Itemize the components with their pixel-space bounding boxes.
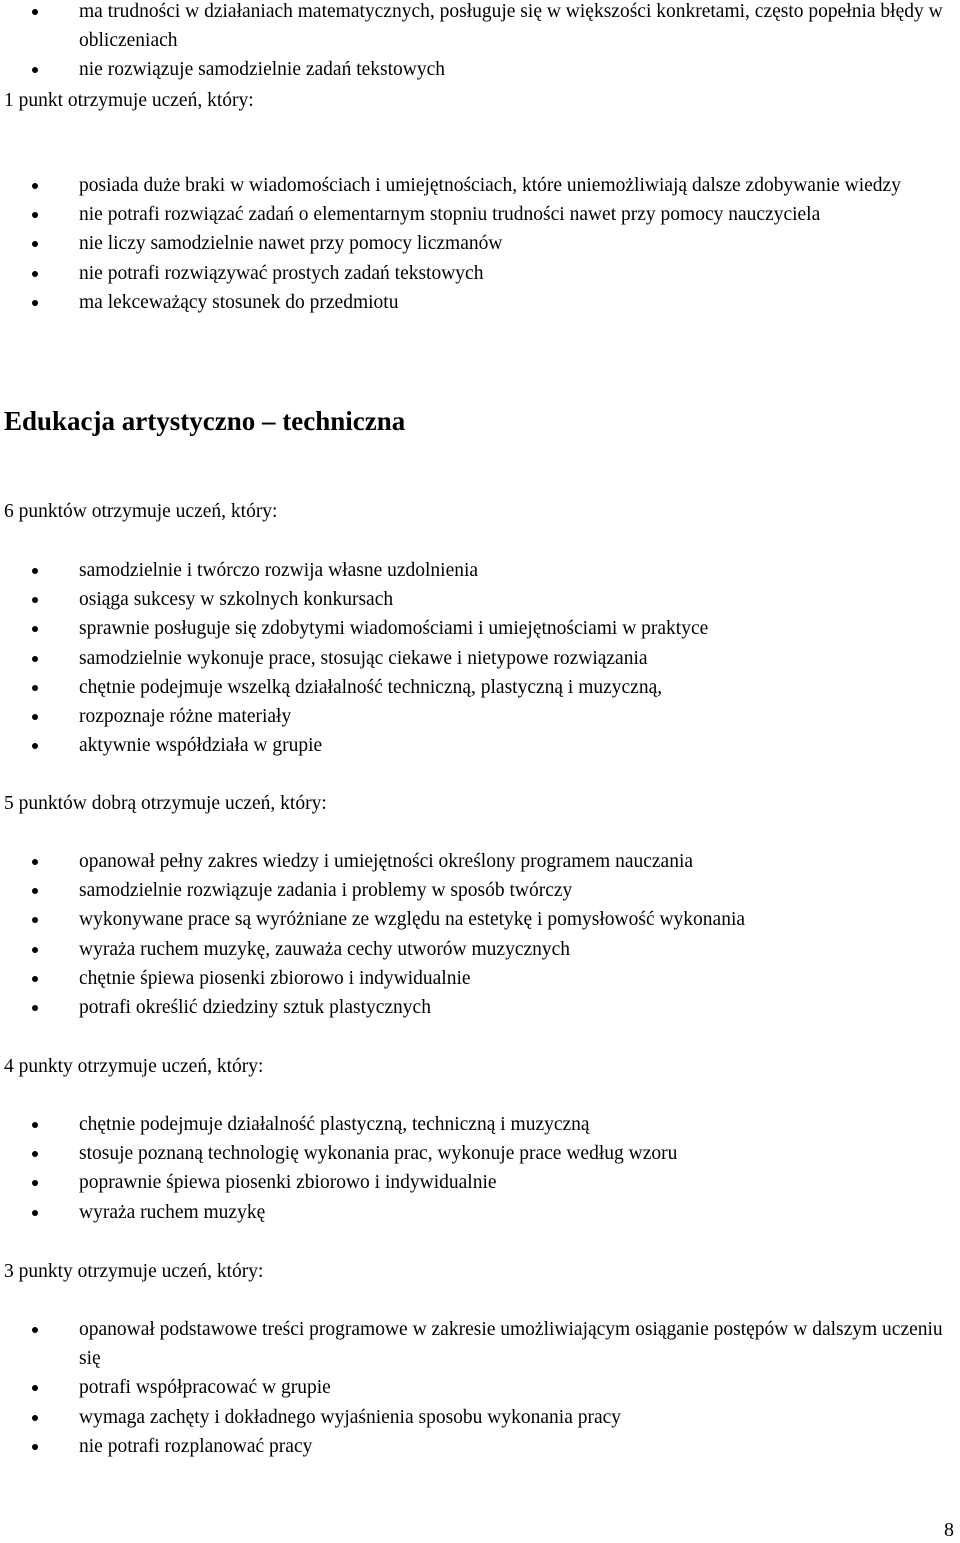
bullet-icon <box>32 1415 38 1421</box>
bullet-icon <box>32 67 38 73</box>
list-item-text: chętnie podejmuje wszelką działalność techniczną, plastyczną i muzyczną, <box>79 676 663 698</box>
list-item-text: nie potrafi rozwiązywać prostych zadań tekstowych <box>79 262 484 284</box>
list-item-text: nie liczy samodzielnie nawet przy pomocy liczmanów <box>79 233 503 255</box>
list-item <box>0 935 960 964</box>
list-item <box>0 702 960 731</box>
list-item-text: stosuje poznaną technologię wykonania prac, wykonuje prace według wzoru <box>79 1143 678 1165</box>
score-1-list <box>0 171 960 317</box>
list-item <box>0 905 960 934</box>
list-item-text: sprawnie posługuje się zdobytymi wiadomościami i umiejętnościami w praktyce <box>79 618 709 640</box>
bullet-icon <box>32 1151 38 1157</box>
bullet-icon <box>32 888 38 894</box>
bullet-icon <box>32 212 38 218</box>
bullet-icon <box>32 271 38 277</box>
list-item <box>0 1198 960 1227</box>
list-item <box>0 55 960 84</box>
list-item <box>0 644 960 673</box>
list-item-text: poprawnie śpiewa piosenki zbiorowo i indywidualnie <box>79 1172 497 1194</box>
score-6-label: 6 punktów otrzymuje uczeń, który: <box>4 501 278 522</box>
list-item-text: chętnie śpiewa piosenki zbiorowo i indywidualnie <box>79 967 471 989</box>
bullet-icon <box>32 1327 38 1333</box>
bullet-icon <box>32 1444 38 1450</box>
bullet-icon <box>32 947 38 953</box>
list-item <box>0 876 960 905</box>
score-4-label: 4 punkty otrzymuje uczeń, który: <box>4 1056 264 1077</box>
list-item <box>0 1168 960 1197</box>
list-item <box>0 200 960 229</box>
bullet-icon <box>32 1122 38 1128</box>
list-item <box>0 1110 960 1139</box>
bullet-icon <box>32 9 38 15</box>
list-item <box>0 1139 960 1168</box>
list-item-text: osiąga sukcesy w szkolnych konkursach <box>79 589 394 611</box>
bullet-icon <box>32 1385 38 1391</box>
bullet-icon <box>32 1005 38 1011</box>
score-3-label: 3 punkty otrzymuje uczeń, który: <box>4 1261 264 1282</box>
list-item-text: ma trudności w działaniach matematycznych, posługuje się w większości konkretami, często popełnia błędy w obliczeniach <box>79 1 943 52</box>
bullet-icon <box>32 917 38 923</box>
list-item-text: nie rozwiązuje samodzielnie zadań tekstowych <box>79 59 446 81</box>
list-item-text: potrafi współpracować w grupie <box>79 1377 331 1399</box>
list-item-text: nie potrafi rozwiązać zadań o elementarnym stopniu trudności nawet przy pomocy nauczyciela <box>79 204 821 226</box>
bullet-icon <box>32 183 38 189</box>
bullet-icon <box>32 685 38 691</box>
list-item-text: wyraża ruchem muzykę <box>79 1201 266 1223</box>
bullet-icon <box>32 656 38 662</box>
list-item-text: potrafi określić dziedziny sztuk plastycznych <box>79 997 431 1019</box>
bullet-icon <box>32 597 38 603</box>
score-5-list <box>0 847 960 1022</box>
list-item <box>0 1315 960 1373</box>
bullet-icon <box>32 626 38 632</box>
list-item <box>0 259 960 288</box>
section-heading: Edukacja artystyczno – techniczna <box>4 406 406 436</box>
bullet-icon <box>32 743 38 749</box>
list-item-text: wykonywane prace są wyróżniane ze względu na estetykę i pomysłowość wykonania <box>79 909 746 931</box>
list-item-text: nie potrafi rozplanować pracy <box>79 1435 313 1457</box>
list-item-text: opanował pełny zakres wiedzy i umiejętności określony programem nauczania <box>79 851 694 872</box>
bullet-icon <box>32 300 38 306</box>
list-item <box>0 964 960 993</box>
list-item-text: wyraża ruchem muzykę, zauważa cechy utworów muzycznych <box>79 938 571 960</box>
score-6-list <box>0 556 960 760</box>
score-5-label: 5 punktów dobrą otrzymuje uczeń, który: <box>4 793 327 814</box>
score-3-list <box>0 1315 960 1461</box>
list-item <box>0 585 960 614</box>
score-4-list <box>0 1110 960 1227</box>
list-item <box>0 993 960 1022</box>
page-number: 8 <box>944 1519 954 1541</box>
bullet-icon <box>32 1210 38 1216</box>
list-item <box>0 1432 960 1461</box>
top-list <box>0 0 960 85</box>
list-item-text: samodzielnie i twórczo rozwija własne uzdolnienia <box>79 560 479 581</box>
list-item <box>0 847 960 876</box>
list-item <box>0 731 960 760</box>
list-item-text: wymaga zachęty i dokładnego wyjaśnienia sposobu wykonania pracy <box>79 1406 622 1428</box>
list-item <box>0 673 960 702</box>
list-item <box>0 229 960 258</box>
bullet-icon <box>32 1180 38 1186</box>
bullet-icon <box>32 241 38 247</box>
list-item-text: opanował podstawowe treści programowe w zakresie umożliwiającym osiąganie postępów w dalszym uczeniu się <box>79 1319 943 1370</box>
list-item-text: rozpoznaje różne materiały <box>79 706 292 728</box>
list-item <box>0 0 960 55</box>
list-item-text: ma lekceważący stosunek do przedmiotu <box>79 291 399 313</box>
list-item-text: chętnie podejmuje działalność plastyczną, techniczną i muzyczną <box>79 1114 590 1135</box>
list-item-text: samodzielnie wykonuje prace, stosując ciekawe i nietypowe rozwiązania <box>79 647 648 669</box>
list-item <box>0 1403 960 1432</box>
list-item <box>0 171 960 200</box>
bullet-icon <box>32 859 38 865</box>
score-1-label: 1 punkt otrzymuje uczeń, który: <box>4 90 254 111</box>
list-item <box>0 614 960 643</box>
list-item <box>0 288 960 317</box>
list-item-text: posiada duże braki w wiadomościach i umiejętnościach, które uniemożliwiają dalsze zdobywanie wiedzy <box>79 175 901 196</box>
list-item-text: aktywnie współdziała w grupie <box>79 735 323 757</box>
list-item-text: samodzielnie rozwiązuje zadania i problemy w sposób twórczy <box>79 880 573 902</box>
bullet-icon <box>32 976 38 982</box>
bullet-icon <box>32 714 38 720</box>
list-item <box>0 1373 960 1402</box>
bullet-icon <box>32 568 38 574</box>
list-item <box>0 556 960 585</box>
